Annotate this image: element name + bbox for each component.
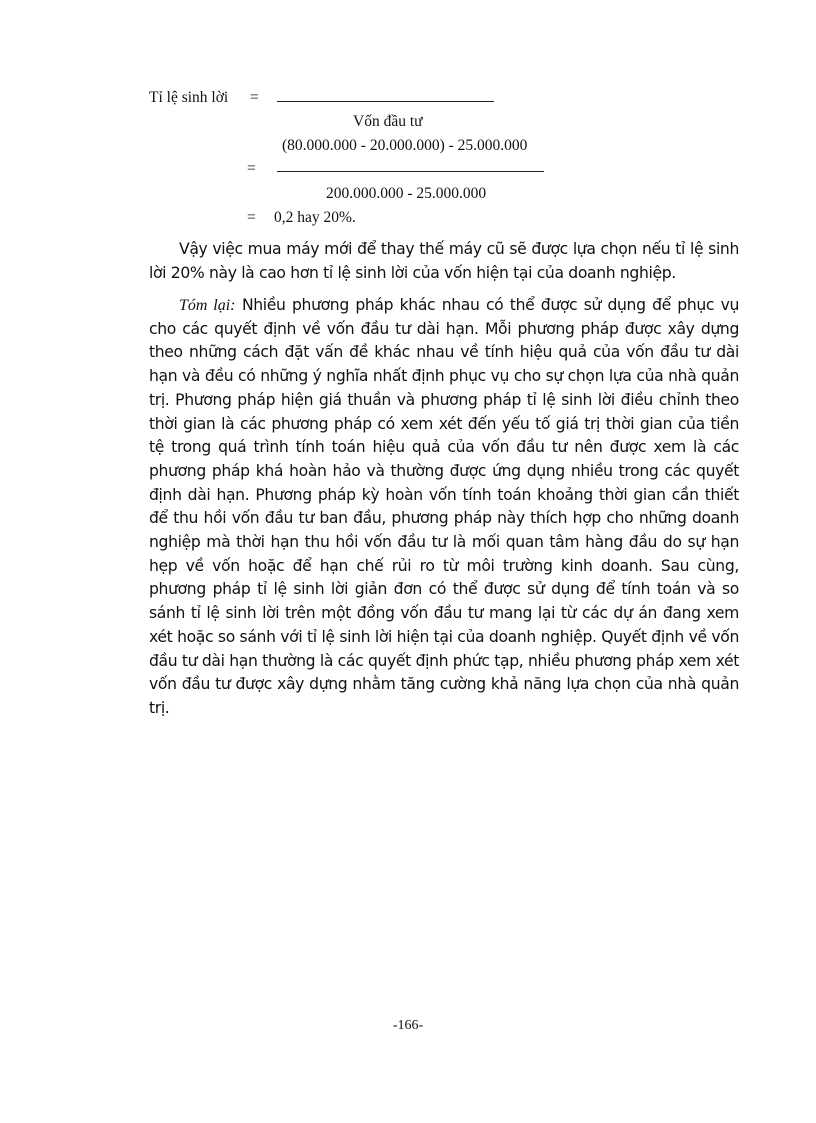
formula-label: Tỉ lệ sinh lời [149, 89, 229, 106]
fraction-bar-1 [277, 101, 494, 102]
conclusion-paragraph [149, 238, 739, 285]
page-number: -166- [392, 1018, 424, 1033]
formula-denominator-1: Vốn đầu tư [353, 113, 423, 130]
summary-lead: Tóm lại: [179, 297, 236, 314]
summary-paragraph [149, 294, 739, 721]
summary-text: Nhiều phương pháp khác nhau có thể được sử dụng để phục vụ cho các quyết định về vốn đầu tư dài hạn. Mỗi phương pháp được xây dựng theo những cách đặt vấn đề khác nhau về tính hiệu quả của vốn đầu tư dài hạn và đều có những ý nghĩa nhất định phục vụ cho sự chọn lựa của nhà quản trị. Phương pháp hiện giá thuần và phương pháp tỉ lệ sinh lời điều chỉnh theo thời gian là các phương pháp có xem xét đến yếu tố giá trị thời gian của tiền tệ trong quá trình tính toán hiệu quả của vốn đầu tư nên được xem là các phương pháp khá hoàn hảo và thường được ứng dụng nhiều trong các quyết định dài hạn. Phương pháp kỳ hoàn vốn tính toán khoảng thời gian cần thiết để thu hồi vốn đầu tư ban đầu, phương pháp này thích hợp cho những doanh nghiệp mà thời hạn thu hồi vốn đầu tư là mối quan tâm hàng đầu do sự hạn hẹp về vốn hoặc để hạn chế rủi ro từ môi trường kinh doanh. Sau cùng, phương pháp tỉ lệ sinh lời giản đơn có thể được sử dụng để tính toán và so sánh tỉ lệ sinh lời trên một đồng vốn đầu tư mang lại từ các dự án đang xem xét hoặc so sánh với tỉ lệ sinh lời hiện tại của doanh nghiệp. Quyết định về vốn đầu tư dài hạn thường là các quyết định phức tạp, nhiều phương pháp xem xét vốn đầu tư được xây dựng nhằm tăng cường khả năng lựa chọn của nhà quản trị. [149, 296, 739, 717]
formula-denominator-2: 200.000.000 - 25.000.000 [326, 185, 487, 202]
formula-equals-1: = [250, 89, 259, 106]
conclusion-text: Vậy việc mua máy mới để thay thế máy cũ sẽ được lựa chọn nếu tỉ lệ sinh lời 20% này là cao hơn tỉ lệ sinh lời của vốn hiện tại của doanh nghiệp. [149, 240, 739, 282]
formula-numerator-2: (80.000.000 - 20.000.000) - 25.000.000 [282, 137, 528, 154]
fraction-bar-2 [277, 171, 544, 172]
formula-equals-3: = [247, 209, 256, 226]
formula-result: 0,2 hay 20%. [274, 209, 356, 226]
formula-equals-2: = [247, 160, 256, 177]
